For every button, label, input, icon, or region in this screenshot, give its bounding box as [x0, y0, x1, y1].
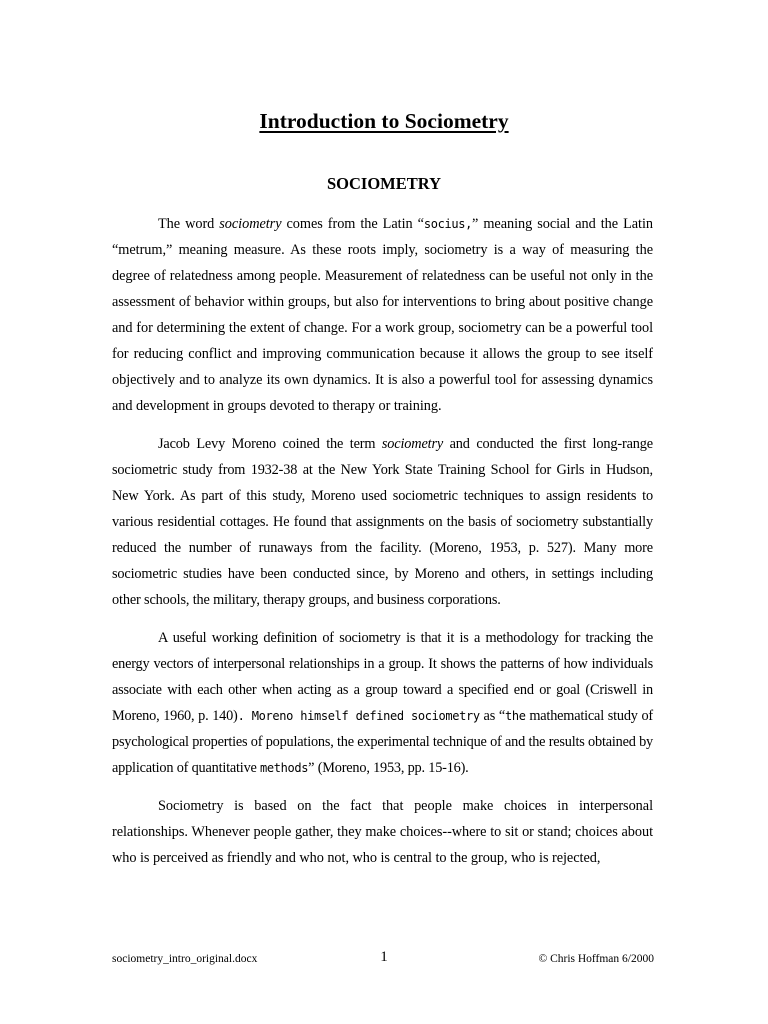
emphasis-term: sociometry [219, 216, 282, 232]
paragraph-3: A useful working definition of sociometry is that it is a methodology for tracking the energy vectors of interpersonal relationships in a group. It shows the patterns of how individuals associate with each other when acting as a group toward a specified end or goal (Criswell in Moreno, 1960, p. 140). Moreno himself defined sociometry as “the mathematical study of psychological properties of populations, the experimental technique of and the results obtained by application of quantitative methods” (Moreno, 1953, pp. 15-16). [112, 630, 653, 776]
body-text [112, 211, 653, 883]
mono-run: . Moreno himself defined sociometry [237, 709, 480, 723]
paragraph-1: The word sociometry comes from the Latin “socius,” meaning social and the Latin “metrum,” meaning measure. As these roots imply, sociometry is a way of measuring the degree of relatedness among people. Measurement of relatedness can be useful not only in the assessment of behavior within groups, but also for interventions to bring about positive change and for determining the extent of change. For a work group, sociometry can be a powerful tool for reducing conflict and improving communication because it allows the group to see itself objectively and to analyze its own dynamics. It is also a powerful tool for assessing dynamics and development in groups devoted to therapy or training. [112, 216, 653, 414]
mono-run: methods [260, 761, 309, 775]
emphasis-term: sociometry [381, 436, 444, 452]
mono-run: the [504, 709, 526, 723]
latin-term: socius, [423, 217, 473, 231]
footer-filename: sociometry_intro_original.docx [112, 953, 258, 965]
section-heading: SOCIOMETRY [326, 174, 442, 193]
paragraph-2: Jacob Levy Moreno coined the term sociometry and conducted the first long-range sociometric study from 1932-38 at the New York State Training School for Girls in Hudson, New York. As part of this study, Moreno used sociometric techniques to assign residents to various residential cottages. He found that assignments on the basis of sociometry substantially reduced the number of runaways from the facility. (Moreno, 1953, p. 527). Many more sociometric studies have been conducted since, by Moreno and others, in settings including other schools, the military, therapy groups, and business corporations. [112, 436, 653, 608]
footer-page-number: 1 [380, 949, 388, 965]
document-title: Introduction to Sociometry [259, 109, 509, 133]
footer-copyright: © Chris Hoffman 6/2000 [538, 953, 654, 965]
paragraph-4: Sociometry is based on the fact that people make choices in interpersonal relationships. Whenever people gather, they make choices--where to sit or stand; choices about who is perceived as friendly and who not, who is central to the group, who is rejected, [112, 798, 653, 866]
